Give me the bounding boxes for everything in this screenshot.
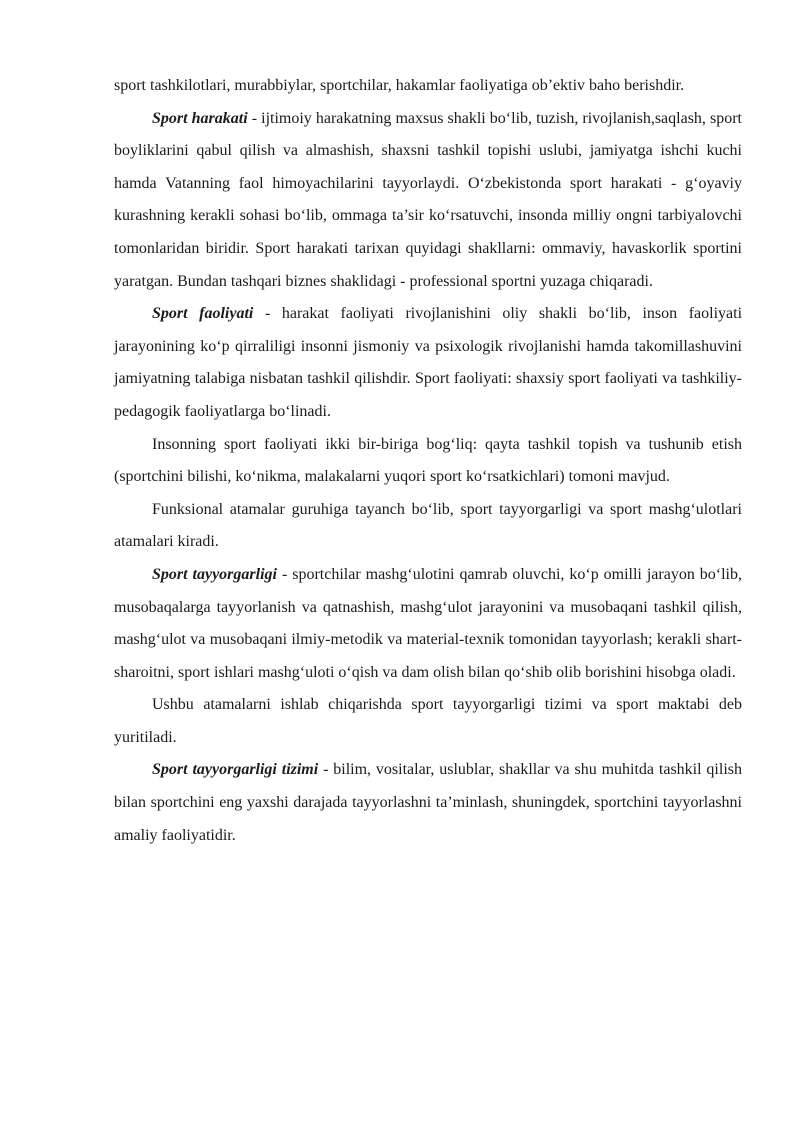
term-heading: Sport faoliyati: [152, 305, 254, 323]
paragraph-text: - sportchilar mashg‘ulotini qamrab oluvchi, ko‘p omilli jarayon bo‘lib, musobaqalarga tayyorlanish va qatnashish, mashg‘ulot jarayonini va musobaqani tashkil qilish, mashg‘ulot va musobaqani ilmiy-metodik va material-texnik tomonidan tayyorlash; kerakli shart-sharoitni, sport ishlari mashg‘uloti o‘qish va dam olish bilan qo‘shib olib borishini hisobga oladi.: [114, 565, 742, 681]
term-heading: Sport tayyorgarligi: [152, 565, 277, 583]
paragraph-sport-harakati: [114, 103, 742, 299]
paragraph-text: Insonning sport faoliyati ikki bir-biriga bog‘liq: qayta tashkil topish va tushunib etish (sportchini bilishi, ko‘nikma, malakalarni yuqori sport ko‘rsatkichlari) tomoni mavjud.: [114, 435, 742, 486]
paragraph-text: - harakat faoliyati rivojlanishini oliy shakli bo‘lib, inson faoliyati jarayonining ko‘p qirraliligi insonni jismoniy va psixologik rivojlanishi hamda takomillashuvini jamiyatning talabiga nisbatan tashkil qilishdir. Sport faoliyati: shaxsiy sport faoliyati va tashkiliy-pedagogik faoliyatlarga bo‘linadi.: [114, 305, 743, 420]
paragraph-sport-tayyorgarligi-tizimi: [114, 754, 742, 852]
paragraph-text: sport tashkilotlari, murabbiylar, sportchilar, hakamlar faoliyatiga ob’ektiv baho berishdir.: [114, 77, 685, 94]
paragraph-insonning-sport-faoliyati: [114, 429, 742, 494]
paragraph-sport-tayyorgarligi: [114, 559, 742, 689]
paragraph-funksional-atamalar: [114, 494, 742, 559]
document-page: [114, 70, 742, 852]
paragraph-ushbu-atamalarni: [114, 689, 742, 754]
term-heading: Sport tayyorgarligi tizimi: [152, 761, 319, 779]
paragraph-text: Ushbu atamalarni ishlab chiqarishda sport tayyorgarligi tizimi va sport maktabi deb yuritiladi.: [114, 696, 742, 746]
paragraph-continuation: [114, 70, 742, 103]
paragraph-text: - ijtimoiy harakatning maxsus shakli bo‘lib, tuzish, rivojlanish,saqlash, sport boyliklarini qabul qilish va almashish, shaxsni tashkil topishi uslubi, jamiyatga ishchi kuchi hamda Vatanning faol himoyachilarini tayyorlaydi. O‘zbekistonda sport harakati - g‘oyaviy kurashning kerakli sohasi bo‘lib, ommaga ta’sir ko‘rsatuvchi, insonda milliy ongni tarbiyalovchi tomonlaridan biridir. Sport harakati tarixan quyidagi shakllarni: ommaviy, havaskorlik sportini yaratgan. Bundan tashqari biznes shaklidagi - professional sportni yuzaga chiqaradi.: [114, 109, 742, 290]
paragraph-text: Funksional atamalar guruhiga tayanch bo‘lib, sport tayyorgarligi va sport mashg‘ulotlari atamalari kiradi.: [114, 500, 742, 551]
paragraph-sport-faoliyati: [114, 298, 742, 428]
term-heading: Sport harakati: [152, 109, 248, 127]
paragraph-text: - bilim, vositalar, uslublar, shakllar va shu muhitda tashkil qilish bilan sportchini eng yaxshi darajada tayyorlashni ta’minlash, shuningdek, sportchini tayyorlashni amaliy faoliyatidir.: [114, 761, 742, 844]
